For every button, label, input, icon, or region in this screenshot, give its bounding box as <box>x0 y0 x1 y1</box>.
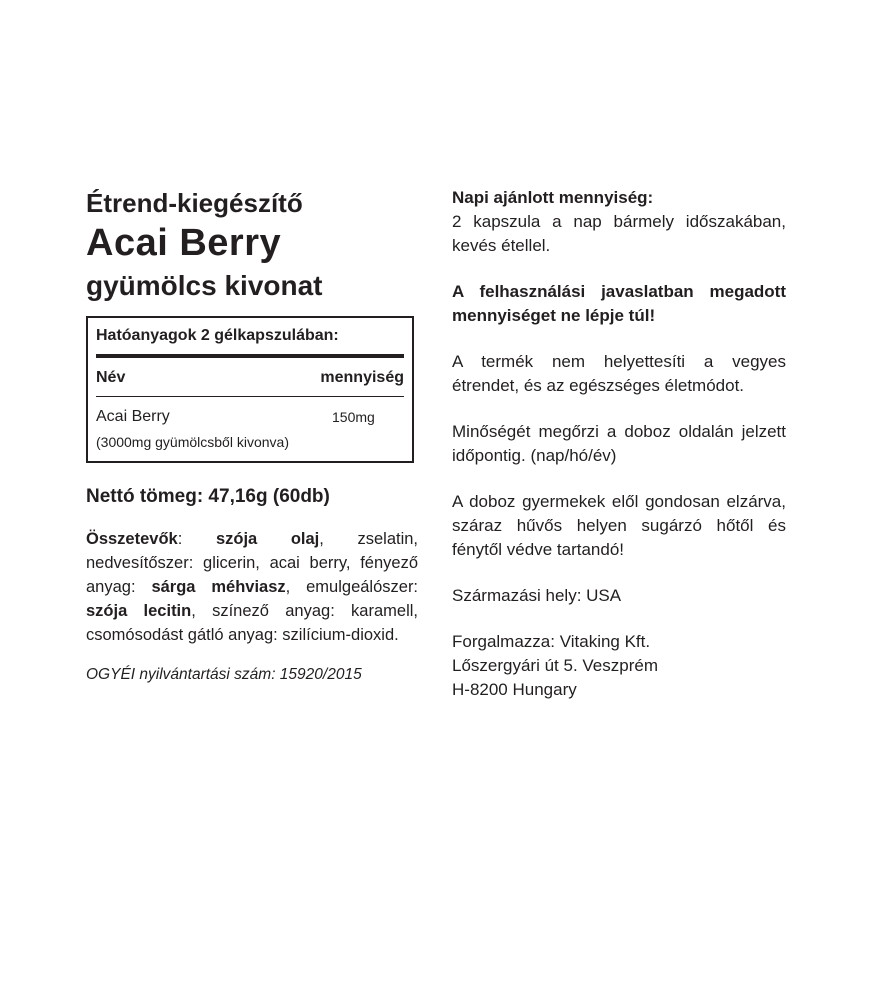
allergen-soy-oil: szója olaj <box>215 530 320 548</box>
origin: Származási hely: USA <box>452 586 622 605</box>
ingredients-text-3: , színező anyag: karamell, csomósodást gátló anyag: szilícium-dioxid. <box>86 602 418 644</box>
column-amount: mennyiség <box>320 369 404 386</box>
dose-heading-text: Napi ajánlott mennyiség: <box>452 188 654 207</box>
right-column <box>452 186 786 702</box>
dose-heading <box>452 186 786 210</box>
registration-number: OGYÉI nyilvántartási szám: 15920/2015 <box>86 666 362 683</box>
left-column <box>86 186 418 687</box>
net-weight: Nettó tömeg: 47,16g (60db) <box>86 486 330 507</box>
active-ingredients-box <box>86 316 414 463</box>
ingredients-text-2: , emulgeálószer: <box>285 578 419 596</box>
distributor-name: Forgalmazza: Vitaking Kft. <box>452 632 651 651</box>
box-column-headers <box>96 366 404 390</box>
ingredient-amount: 150mg <box>332 409 375 425</box>
ingredient-name: Acai Berry <box>96 408 170 425</box>
ingredient-beeswax: sárga méhviasz <box>151 578 286 596</box>
box-heading: Hatóanyagok 2 gélkapszulában: <box>96 327 339 344</box>
box-divider-thin <box>96 396 404 397</box>
ingredients-text-1: , zselatin, nedvesítőszer: glicerin, acai berry, fényező anyag: <box>86 530 419 596</box>
dose-text: 2 kapszula a nap bármely időszakában, kevés étellel. <box>452 212 786 255</box>
allergen-soy-lecithin: szója lecitin <box>86 602 192 620</box>
product-subtitle: gyümölcs kivonat <box>86 270 323 301</box>
dose-warning <box>452 280 786 328</box>
box-divider-thick <box>96 354 404 358</box>
ingredients-colon: : <box>177 530 216 548</box>
storage-notice: A doboz gyermekek elől gondosan elzárva, száraz hűvős helyen sugárzó hőtől és fénytől védve tartandó! <box>452 492 786 559</box>
distributor-address: Lőszergyári út 5. Veszprém <box>452 656 658 675</box>
dose-warning-text: A felhasználási javaslatban megadott mennyiséget ne lépje túl! <box>452 282 786 325</box>
ingredient-row <box>96 405 404 429</box>
product-category: Étrend-kiegészítő <box>86 188 303 218</box>
ingredients-list <box>86 527 418 647</box>
best-before-notice: Minőségét megőrzi a doboz oldalán jelzett időpontig. (nap/hó/év) <box>452 422 786 465</box>
not-substitute-notice: A termék nem helyettesíti a vegyes étrendet, és az egészséges életmódot. <box>452 352 786 395</box>
ingredient-note: (3000mg gyümölcsből kivonva) <box>96 434 289 450</box>
distributor-country: H-8200 Hungary <box>452 680 577 699</box>
column-name: Név <box>96 369 126 386</box>
product-name: Acai Berry <box>86 222 282 264</box>
ingredients-label: Összetevők <box>86 530 178 548</box>
distributor <box>452 630 786 702</box>
